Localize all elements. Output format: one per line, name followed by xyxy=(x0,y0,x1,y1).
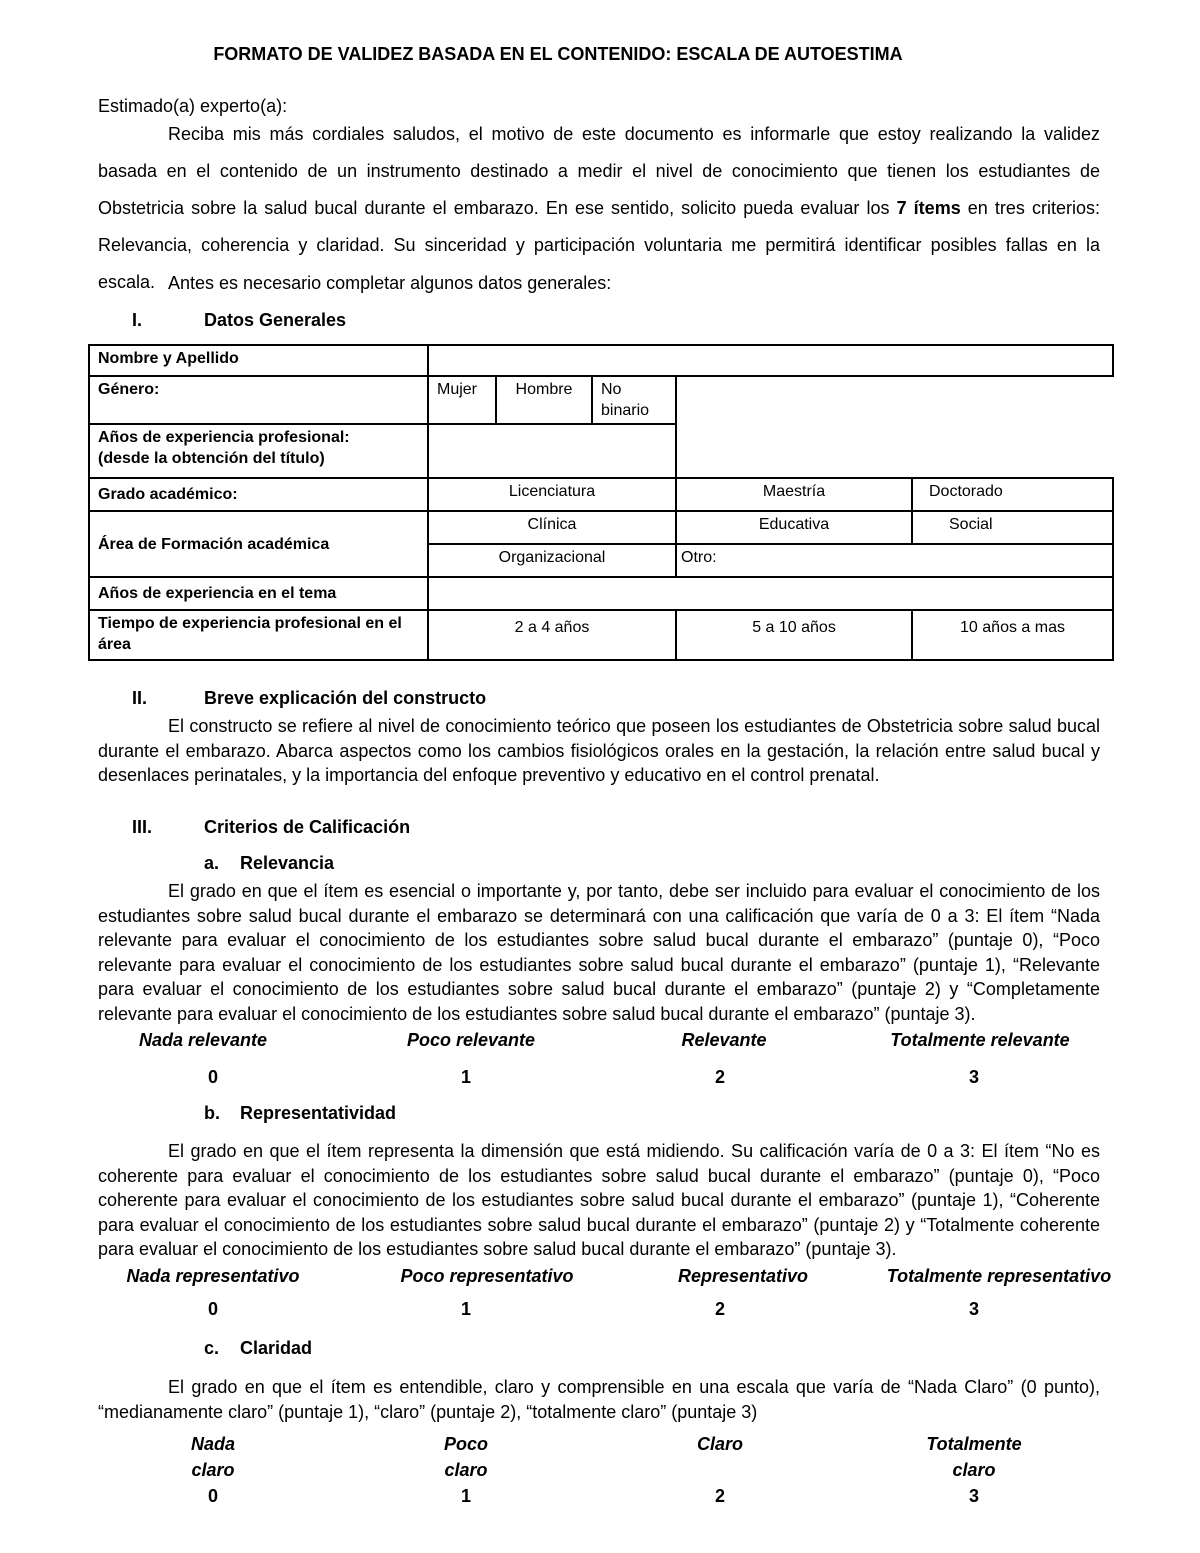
section-2-heading xyxy=(132,688,486,709)
criterion-a-title: Relevancia xyxy=(240,853,335,873)
name-label: Nombre y Apellido xyxy=(89,345,428,376)
clarity-value-3: 3 xyxy=(968,1486,979,1506)
academic-degree-label: Grado académico: xyxy=(89,478,428,511)
clarity-label-3 xyxy=(849,1431,1099,1483)
clarity-label-1-line1: Poco xyxy=(443,1434,488,1454)
gender-label: Género: xyxy=(89,376,428,424)
gender-option-male[interactable]: Hombre xyxy=(496,376,592,424)
relevance-value-1: 1 xyxy=(460,1067,471,1087)
degree-option-doctorado[interactable]: Doctorado xyxy=(912,478,1113,511)
area-option-educativa[interactable]: Educativa xyxy=(676,511,912,544)
professional-experience-label xyxy=(89,424,428,478)
professional-experience-field[interactable] xyxy=(428,424,676,478)
relevance-value-2: 2 xyxy=(714,1067,725,1087)
representativeness-value-2: 2 xyxy=(714,1299,725,1319)
training-area-label: Área de Formación académica xyxy=(89,511,428,577)
general-data-table xyxy=(88,344,1114,661)
relevance-label-2: Relevante xyxy=(681,1030,767,1050)
area-option-clinica[interactable]: Clínica xyxy=(428,511,676,544)
clarity-value-2: 2 xyxy=(714,1486,725,1506)
representativeness-value-3: 3 xyxy=(968,1299,979,1319)
area-option-otro[interactable]: Otro: xyxy=(676,544,1113,577)
time-option-5-10[interactable]: 5 a 10 años xyxy=(676,610,912,660)
criterion-c-title: Claridad xyxy=(240,1338,313,1358)
section-1-heading xyxy=(132,310,346,331)
clarity-value-0: 0 xyxy=(207,1486,218,1506)
relevance-value-0: 0 xyxy=(207,1067,218,1087)
empty-area xyxy=(676,376,1113,478)
section-2-text: El constructo se refiere al nivel de conocimiento teórico que poseen los estudiantes de Obstetricia sobre salud bucal durante el embarazo. Abarca aspectos como los cambios fisiológicos orales en la gestación, la relación entre salud bucal y desenlaces perinatales, y la importancia del enfoque preventivo y educativo en el control prenatal. xyxy=(98,716,1100,785)
section-3-title: Criterios de Calificación xyxy=(204,817,411,837)
intro-general-data: Antes es necesario completar algunos datos generales: xyxy=(168,273,612,293)
area-option-social[interactable]: Social xyxy=(912,511,1113,544)
representativeness-label-2: Representativo xyxy=(677,1266,809,1286)
representativeness-value-1: 1 xyxy=(460,1299,471,1319)
clarity-label-3-line2: claro xyxy=(952,1460,996,1480)
relevance-label-0: Nada relevante xyxy=(138,1030,268,1050)
intro-text-b: en tres criterios: Relevancia, coherencia y claridad. Su sinceridad y participación voluntaria me permitirá identificar posibles fallas en la escala. xyxy=(98,198,1100,292)
document-title: FORMATO DE VALIDEZ BASADA EN EL CONTENIDO: ESCALA DE AUTOESTIMA xyxy=(213,44,903,64)
relevance-label-1: Poco relevante xyxy=(406,1030,536,1050)
criterion-c-heading xyxy=(204,1338,312,1359)
section-1-number: I. xyxy=(132,310,143,330)
criterion-b-number: b. xyxy=(204,1103,220,1123)
clarity-label-0 xyxy=(88,1431,338,1483)
section-3-heading xyxy=(132,817,410,838)
criterion-b-text: El grado en que el ítem representa la dimensión que está midiendo. Su calificación varía de 0 a 3: El ítem “No es coherente para evaluar el conocimiento de los estudiantes sobre salud bucal durante el embarazo” (puntaje 0), “Poco coherente para evaluar el conocimiento de los estudiantes sobre salud bucal durante el embarazo” (puntaje 1), “Coherente para evaluar el conocimiento de los estudiantes sobre salud bucal durante el embarazo” (puntaje 2) y “Totalmente coherente para evaluar el conocimiento de los estudiantes sobre salud bucal durante el embarazo” (puntaje 3). xyxy=(98,1141,1100,1259)
criterion-a-text: El grado en que el ítem es esencial o importante y, por tanto, debe ser incluido para evaluar el conocimiento de los estudiantes sobre salud bucal durante el embarazo se determinará con una calificación que varía de 0 a 3: El ítem “Nada relevante para evaluar el conocimiento de los estudiantes sobre salud bucal durante el embarazo” (puntaje 0), “Poco relevante para evaluar el conocimiento de los estudiantes sobre salud bucal durante el embarazo” (puntaje 1), “Relevante para evaluar el conocimiento de los estudiantes sobre salud bucal durante el embarazo” (puntaje 2) y “Completamente relevante para evaluar el conocimiento de los estudiantes sobre salud bucal durante el embarazo” (puntaje 3). xyxy=(98,881,1100,1024)
representativeness-value-0: 0 xyxy=(207,1299,218,1319)
criterion-a-number: a. xyxy=(204,853,220,873)
relevance-value-3: 3 xyxy=(968,1067,979,1087)
clarity-label-2 xyxy=(595,1431,845,1457)
clarity-label-0-line1: Nada xyxy=(190,1434,235,1454)
intro-items-count: 7 ítems xyxy=(896,198,961,218)
time-option-2-4[interactable]: 2 a 4 años xyxy=(428,610,676,660)
area-option-organizacional[interactable]: Organizacional xyxy=(428,544,676,577)
section-3-number: III. xyxy=(132,817,153,837)
name-field[interactable] xyxy=(428,345,1113,376)
clarity-value-1: 1 xyxy=(460,1486,471,1506)
section-2-number: II. xyxy=(132,688,148,708)
intro-text-a: Reciba mis más cordiales saludos, el motivo de este documento es informarle que estoy realizando la validez basada en el contenido de un instrumento destinado a medir el nivel de conocimiento que tienen los estudiantes de Obstetricia sobre la salud bucal durante el embarazo. En ese sentido, solicito pueda evaluar los xyxy=(98,124,1100,218)
professional-experience-subtitle: (desde la obtención del título) xyxy=(98,450,325,467)
clarity-label-2-line1: Claro xyxy=(696,1434,743,1454)
degree-option-maestria[interactable]: Maestría xyxy=(676,478,912,511)
time-option-10-plus[interactable]: 10 años a mas xyxy=(912,610,1113,660)
topic-experience-field[interactable] xyxy=(428,577,1113,610)
clarity-label-3-line1: Totalmente xyxy=(926,1434,1022,1454)
time-experience-label: Tiempo de experiencia profesional en el área xyxy=(89,610,428,660)
representativeness-label-3: Totalmente representativo xyxy=(886,1266,1112,1286)
professional-experience-title: Años de experiencia profesional: xyxy=(98,429,350,446)
section-2-title: Breve explicación del constructo xyxy=(204,688,487,708)
criterion-c-text: El grado en que el ítem es entendible, claro y comprensible en una escala que varía de “Nada Claro” (0 punto), “medianamente claro” (puntaje 1), “claro” (puntaje 2), “totalmente claro” (puntaje 3) xyxy=(98,1377,1100,1422)
criterion-c-number: c. xyxy=(204,1338,220,1358)
gender-option-female[interactable]: Mujer xyxy=(428,376,496,424)
clarity-label-1-line2: claro xyxy=(444,1460,488,1480)
criterion-a-heading xyxy=(204,853,334,874)
degree-option-licenciatura[interactable]: Licenciatura xyxy=(428,478,676,511)
relevance-label-3: Totalmente relevante xyxy=(890,1030,1070,1050)
representativeness-label-0: Nada representativo xyxy=(126,1266,300,1286)
section-1-title: Datos Generales xyxy=(204,310,347,330)
clarity-label-0-line2: claro xyxy=(191,1460,235,1480)
greeting: Estimado(a) experto(a): xyxy=(98,96,288,116)
topic-experience-label: Años de experiencia en el tema xyxy=(89,577,428,610)
criterion-b-heading xyxy=(204,1103,396,1124)
criterion-b-title: Representatividad xyxy=(240,1103,397,1123)
gender-option-nonbinary[interactable]: No binario xyxy=(592,376,676,424)
clarity-label-1 xyxy=(341,1431,591,1483)
representativeness-label-1: Poco representativo xyxy=(400,1266,574,1286)
